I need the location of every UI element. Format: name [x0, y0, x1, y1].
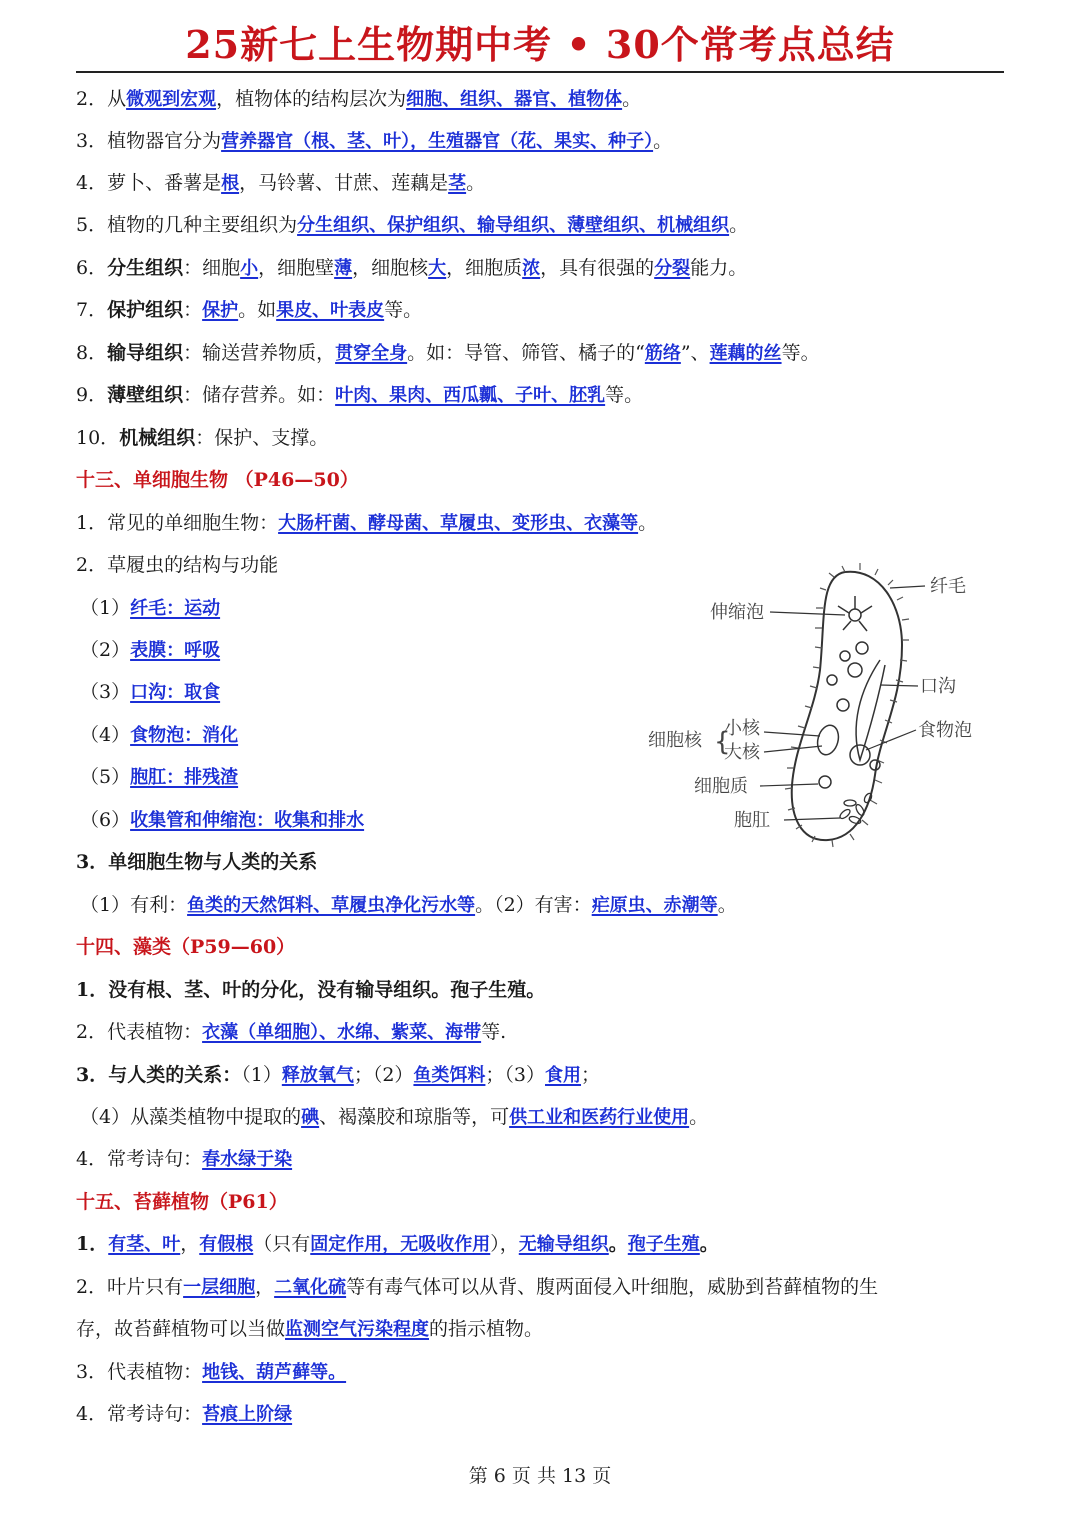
answer: 果皮、叶表皮: [276, 300, 385, 321]
heading-pages: （P46—50）: [234, 469, 359, 491]
text: ：输送营养物质，: [183, 342, 336, 364]
text: （只有: [253, 1233, 311, 1255]
text: 。如：导管、筛管、橘子的“: [407, 342, 645, 364]
text: 。: [608, 1233, 628, 1255]
cilia: [785, 563, 909, 847]
text-line: [76, 1145, 292, 1174]
answer: 一层细胞: [183, 1277, 256, 1298]
answer: 收集管和伸缩泡：收集和排水: [130, 810, 365, 831]
text: 。: [689, 1106, 709, 1128]
text-line: [76, 127, 672, 156]
text-line: [76, 1358, 346, 1387]
text: 。: [653, 130, 673, 152]
answer: 二氧化硫: [274, 1277, 347, 1298]
text: （6）: [80, 809, 131, 831]
text: 能力。: [690, 257, 748, 279]
term: 机械组织: [119, 427, 196, 449]
answer: 莲藕的丝: [709, 343, 782, 364]
text: ，细胞核: [352, 257, 429, 279]
text: 1．常见的单细胞生物：: [76, 512, 279, 534]
text: 2．从: [76, 88, 127, 110]
heading-pages: （P59—60）: [171, 936, 296, 958]
text-line: [76, 1061, 600, 1090]
title-rule: [76, 71, 1004, 73]
answer: 大: [428, 258, 447, 279]
text: ：储存营养。如：: [183, 384, 336, 406]
text: 2．草履虫的结构与功能: [76, 554, 279, 576]
section-heading-15: [76, 1188, 288, 1216]
label-micronucleus: 小核: [724, 718, 760, 739]
text: 、褐藻胶和琼脂等，可: [319, 1106, 510, 1128]
text: ，马铃薯、甘蔗、莲藕是: [239, 172, 449, 194]
label-cytoplasm: 细胞质: [694, 776, 748, 797]
text: （1）有利：: [80, 894, 188, 916]
text-line: [80, 678, 220, 707]
title-part1: 25新七上生物期中考: [185, 22, 553, 67]
answer: 固定作用，无吸收作用: [310, 1234, 491, 1255]
answer: 释放氧气: [281, 1065, 354, 1086]
text: 。: [622, 88, 642, 110]
text: ；: [581, 1064, 601, 1086]
text-line: [76, 1273, 878, 1302]
answer: 食用: [545, 1065, 582, 1086]
text: 1．: [76, 1233, 109, 1255]
text-line: [80, 1103, 708, 1132]
label-oral-groove: 口沟: [920, 676, 956, 697]
text: ，细胞壁: [258, 257, 335, 279]
answer: 茎: [448, 173, 467, 194]
label-food-vacuole: 食物泡: [918, 720, 972, 741]
text: ；（3）: [485, 1064, 546, 1086]
answer: 根: [221, 173, 240, 194]
text: 3．代表植物：: [76, 1361, 203, 1383]
answer: 浓: [522, 258, 541, 279]
text-line: [76, 424, 328, 452]
answer: 细胞、组织、器官、植物体: [406, 89, 623, 110]
text: ），: [490, 1233, 519, 1255]
answer: 口沟：取食: [130, 682, 221, 703]
text-line: [80, 891, 737, 920]
text-line: [76, 1018, 506, 1047]
text: 9．: [76, 384, 108, 406]
contractile-vacuole-star: [838, 596, 872, 631]
text: ：: [183, 299, 203, 321]
anal-pore-flower: [838, 792, 873, 825]
answer: 有假根: [199, 1234, 254, 1255]
text: 6．: [76, 257, 108, 279]
text: ”、: [680, 342, 710, 364]
answer: 春水绿于染: [202, 1149, 293, 1170]
text-line: [76, 1315, 543, 1344]
food-particles: [819, 642, 868, 788]
label-nucleus: 细胞核: [648, 730, 702, 751]
text: （5）: [80, 766, 131, 788]
answer: 苔痕上阶绿: [202, 1404, 293, 1425]
heading-text: 十三、单细胞生物: [76, 469, 229, 491]
text-line: [80, 636, 220, 665]
title-dot: •: [566, 22, 592, 67]
text-line: [76, 85, 641, 114]
text: 1．没有根、茎、叶的分化，没有输导组织。孢子生殖。: [76, 979, 546, 1001]
text: ，: [255, 1276, 275, 1298]
paramecium-svg: [640, 560, 1000, 850]
text: 4．常考诗句：: [76, 1148, 203, 1170]
text: 等。: [384, 299, 423, 321]
brace: {: [714, 727, 731, 757]
term: 分生组织: [107, 257, 184, 279]
answer: 有茎、叶: [108, 1234, 181, 1255]
text: 。: [717, 894, 737, 916]
text: 。（2）有害：: [475, 894, 592, 916]
text: 3．植物器官分为: [76, 130, 222, 152]
heading-pages: （P61）: [209, 1191, 288, 1213]
text: 存，故苔藓植物可以当做: [76, 1318, 286, 1340]
answer: 筋络: [644, 343, 681, 364]
text: ，植物体的结构层次为: [216, 88, 407, 110]
text: （1）: [80, 597, 131, 619]
text: 4．常考诗句：: [76, 1403, 203, 1425]
term: 输导组织: [107, 342, 184, 364]
text-line: [80, 763, 238, 792]
text: （3）: [80, 681, 131, 703]
text: 。: [729, 214, 749, 236]
text-line: [76, 381, 643, 410]
text-line: [76, 296, 422, 325]
text-line: [76, 1400, 292, 1429]
text-line: [80, 806, 364, 835]
answer: 监测空气污染程度: [285, 1319, 430, 1340]
text: 2．叶片只有: [76, 1276, 184, 1298]
answer: 薄: [334, 258, 353, 279]
text: ，: [180, 1233, 200, 1255]
answer: 小: [240, 258, 259, 279]
text: 。: [466, 172, 486, 194]
answer: 衣藻（单细胞）、水绵、紫菜、海带: [202, 1022, 482, 1043]
text: ：保护、支撑。: [195, 427, 329, 449]
answer: 纤毛：运动: [130, 598, 221, 619]
text-line: [76, 1230, 719, 1259]
text: 。: [699, 1233, 719, 1255]
text: 8．: [76, 342, 108, 364]
text-line: [76, 551, 278, 579]
answer: 地钱、葫芦藓等。: [202, 1362, 347, 1383]
answer: 贯穿全身: [335, 343, 408, 364]
answer: 碘: [301, 1107, 320, 1128]
answer: 营养器官（根、茎、叶），生殖器官（花、果实、种子）: [221, 131, 654, 152]
text: 4．萝卜、番薯是: [76, 172, 222, 194]
text: ；（2）: [353, 1064, 414, 1086]
macronucleus: [814, 723, 841, 757]
text-line: [76, 339, 820, 368]
answer: 分生组织、保护组织、输导组织、薄壁组织、机械组织: [297, 215, 730, 236]
answer: 分裂: [654, 258, 691, 279]
text: （1）: [241, 1064, 282, 1086]
answer: 保护: [202, 300, 239, 321]
text: ：细胞: [183, 257, 241, 279]
text: 2．代表植物：: [76, 1021, 203, 1043]
label-cilia: 纤毛: [930, 576, 966, 597]
text-line: [76, 169, 485, 198]
text: 等.: [481, 1021, 507, 1043]
answer: 鱼类的天然饵料、草履虫净化污水等: [187, 895, 476, 916]
text: 等有毒气体可以从背、腹两面侵入叶细胞，威胁到苔藓植物的生: [346, 1276, 879, 1298]
label-contractile-vacuole: 伸缩泡: [710, 602, 764, 623]
text: 10．: [76, 427, 120, 449]
text: 。: [638, 512, 658, 534]
text-line: [76, 509, 657, 538]
answer: 胞肛：排残渣: [130, 767, 239, 788]
answer: 无输导组织: [518, 1234, 609, 1255]
heading-text: 十四、藻类: [76, 936, 172, 958]
text-line: [76, 254, 747, 283]
page-footer: 第 6 页 共 13 页: [468, 1465, 612, 1487]
text: ，具有很强的: [540, 257, 655, 279]
title-part2: 30个常考点总结: [605, 22, 895, 67]
answer: 供工业和医药行业使用: [509, 1107, 690, 1128]
term: 薄壁组织: [107, 384, 184, 406]
heading-text: 十五、苔藓植物: [76, 1191, 210, 1213]
text-line: [76, 976, 545, 1004]
answer: 微观到宏观: [126, 89, 217, 110]
text-line: [80, 721, 238, 750]
text: （4）从藻类植物中提取的: [80, 1106, 302, 1128]
text-line: [76, 848, 317, 876]
answer: 表膜：呼吸: [130, 640, 221, 661]
answer: 大肠杆菌、酵母菌、草履虫、变形虫、衣藻等: [278, 513, 639, 534]
subheading: 3．单细胞生物与人类的关系: [76, 851, 318, 873]
text: 。如: [238, 299, 277, 321]
text: （2）: [80, 639, 131, 661]
text: 的指示植物。: [429, 1318, 544, 1340]
term: 保护组织: [107, 299, 184, 321]
text: （4）: [80, 724, 131, 746]
label-macronucleus: 大核: [724, 742, 760, 763]
text: 5．植物的几种主要组织为: [76, 214, 298, 236]
section-heading-14: [76, 933, 295, 961]
text-line: [80, 594, 220, 623]
answer: 鱼类饵料: [413, 1065, 486, 1086]
answer: 孢子生殖: [627, 1234, 700, 1255]
answer: 叶肉、果肉、西瓜瓤、子叶、胚乳: [335, 385, 606, 406]
text: 7．: [76, 299, 108, 321]
section-heading-13: [76, 466, 359, 494]
answer: 食物泡：消化: [130, 725, 239, 746]
answer: 疟原虫、赤潮等: [591, 895, 718, 916]
text: 等。: [605, 384, 644, 406]
paramecium-diagram: [640, 560, 1000, 850]
label-anal-pore: 胞肛: [734, 810, 770, 831]
page-title: [0, 14, 1080, 69]
text: 等。: [781, 342, 820, 364]
text-line: [76, 211, 748, 240]
text: ，细胞质: [446, 257, 523, 279]
subheading: 3．与人类的关系：: [76, 1064, 242, 1086]
